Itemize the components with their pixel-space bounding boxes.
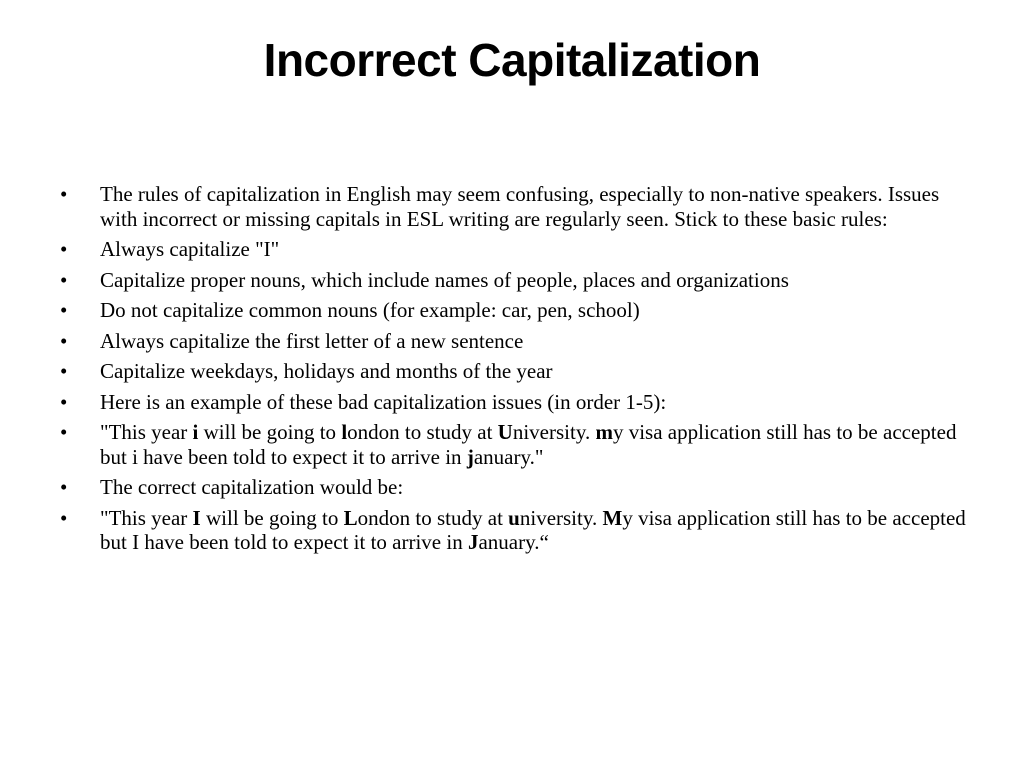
bullet-text: "This year [100,420,193,444]
bullet-marker: • [60,182,68,206]
bullet-text: niversity. [512,420,596,444]
bold-letter: L [343,505,358,530]
bullet-text: Capitalize proper nouns, which include names of people, places and organizations [100,267,789,292]
bullet-text: Always capitalize the first letter of a new sentence [100,328,524,353]
bullet-text: will be going to [200,505,344,530]
bullet-item [58,475,978,500]
bullet-marker: • [60,267,68,292]
bold-letter: U [497,420,513,444]
bullet-text: anuary.“ [478,530,549,554]
bullet-marker: • [60,420,68,444]
bullet-text: will be going to [198,420,342,444]
bullet-marker: • [60,359,68,383]
bold-letter: u [508,505,520,530]
bullet-text: y visa application still has to be accepted but I have been told to expect it to arrive in [100,505,966,554]
bullet-item [58,390,978,415]
bullet-text: Always capitalize "I" [100,237,280,261]
bullet-text: y visa application still has to be accepted but i have been told to expect it to arrive in [100,420,957,469]
bullet-item [58,359,978,384]
bullet-text: anuary." [473,444,544,469]
bold-letter: i [192,420,199,444]
bullet-marker: • [60,237,68,261]
bullet-text: niversity. [519,505,603,530]
bullet-marker: • [60,389,68,414]
bullet-text: The rules of capitalization in English may seem confusing, especially to non-native speakers. Issues with incorrect or missing capitals in ESL writing are regularly seen. Stick to these basic rules: [100,182,940,231]
bold-letter: I [192,505,201,530]
bullet-item [58,506,978,555]
bold-letter: M [602,505,623,530]
bullet-marker: • [60,475,68,499]
bullet-item [58,182,978,231]
bullet-text: The correct capitalization would be: [100,475,404,499]
bullet-item [58,420,978,469]
bullet-item [58,268,978,293]
bullet-text: ondon to study at [357,505,509,530]
bullet-marker: • [60,328,68,353]
slide-title: Incorrect Capitalization [263,34,761,86]
bullet-item [58,329,978,354]
bullet-marker: • [60,298,68,322]
bullet-item [58,298,978,323]
bullet-list [58,182,978,561]
bold-letter: m [595,420,613,444]
bullet-text: Capitalize weekdays, holidays and months of the year [100,359,553,383]
bold-letter: J [467,530,479,554]
bullet-text: ondon to study at [347,420,498,444]
bold-letter: j [466,444,474,469]
bullet-item [58,237,978,262]
bullet-text: Do not capitalize common nouns (for example: car, pen, school) [100,298,640,322]
bold-letter: l [341,420,348,444]
bullet-marker: • [60,505,68,530]
bullet-text: "This year [100,505,193,530]
bullet-text: Here is an example of these bad capitalization issues (in order 1-5): [100,389,667,414]
